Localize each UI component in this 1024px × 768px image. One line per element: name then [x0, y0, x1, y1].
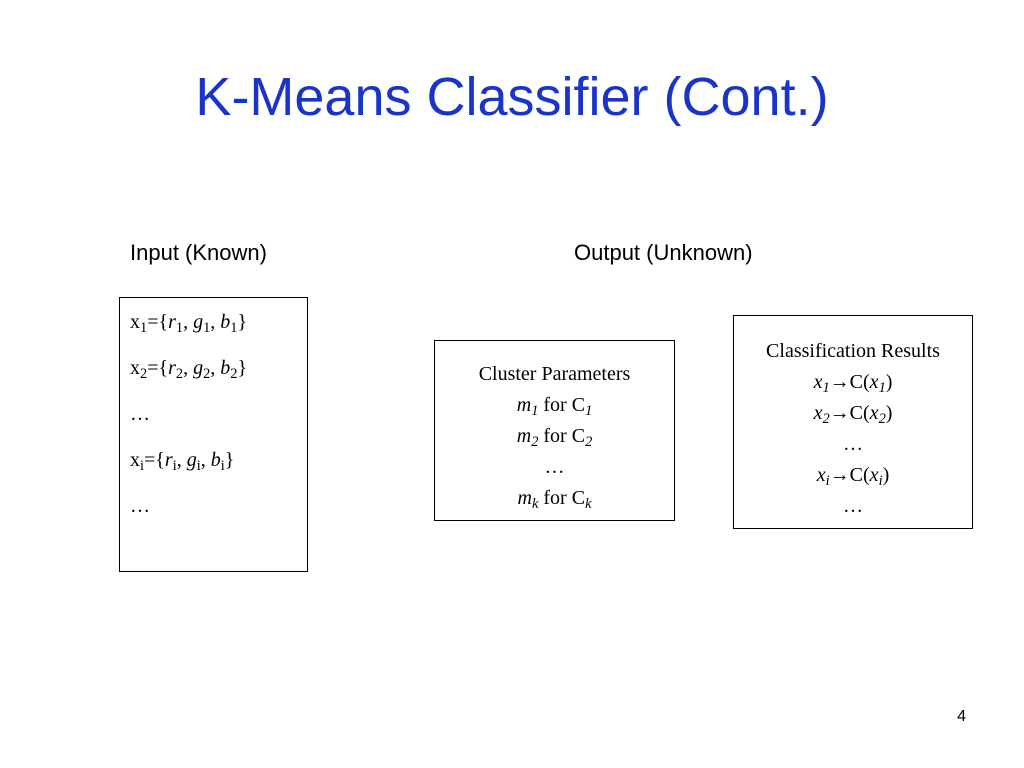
- classification-results-box: [733, 315, 973, 529]
- cluster-index: 1: [531, 403, 539, 420]
- sample-variable: x: [816, 464, 826, 486]
- input-variable: x: [130, 311, 140, 333]
- red-component: r: [164, 449, 173, 471]
- cluster-index: 2: [531, 434, 539, 451]
- for-word: for: [543, 425, 567, 447]
- red-component: r: [168, 311, 176, 333]
- sample-index: 1: [822, 380, 830, 397]
- cluster-parameter-line: [435, 452, 674, 483]
- cluster-parameter-line: [435, 483, 674, 514]
- input-index: 2: [230, 366, 238, 383]
- green-component: g: [193, 311, 204, 333]
- input-variable: x: [130, 357, 140, 379]
- classification-result-line: [734, 491, 972, 522]
- input-row: [130, 402, 307, 426]
- cluster-index: k: [532, 496, 539, 513]
- input-heading: Input (Known): [130, 240, 267, 265]
- ellipsis: …: [843, 495, 863, 517]
- ellipsis: …: [544, 456, 565, 478]
- cluster-parameters-box: [434, 340, 675, 521]
- classifier-function: C: [849, 464, 863, 486]
- input-row: $x_2=\{r_2$, $g_2$, $b_2$}: [130, 357, 248, 383]
- blue-component: b: [220, 311, 231, 333]
- classification-result-line: $x_i\to C(x_i)$: [816, 464, 890, 490]
- input-index: i: [220, 458, 225, 475]
- cluster-index: k: [585, 496, 592, 513]
- input-index: 2: [203, 366, 211, 383]
- classification-result-line: $x_1\to C(x_1)$: [813, 371, 893, 397]
- for-word: for: [543, 487, 567, 509]
- slide-title: K-Means Classifier (Cont.): [195, 67, 829, 127]
- input-index: 1: [230, 320, 238, 337]
- cluster-label: C: [571, 425, 586, 447]
- classification-results-list: [734, 367, 972, 522]
- sample-variable: x: [869, 402, 879, 424]
- sample-variable: x: [869, 464, 879, 486]
- input-index: 2: [175, 366, 184, 383]
- arrow-icon: →: [829, 402, 850, 424]
- input-row: $x_1=\{r_1$, $g_1$, $b_1$}: [130, 311, 248, 337]
- classification-results-title: Classification Results: [766, 340, 940, 362]
- green-component: g: [186, 449, 197, 471]
- classifier-function: C: [849, 402, 863, 424]
- sample-index: i: [878, 473, 883, 490]
- input-index: 1: [140, 320, 148, 337]
- cluster-mean: m: [516, 425, 532, 447]
- sample-variable: x: [813, 371, 823, 393]
- classifier-function: C: [849, 371, 863, 393]
- sample-variable: x: [869, 371, 879, 393]
- sample-index: 2: [878, 411, 886, 428]
- input-index: i: [172, 458, 177, 475]
- cluster-parameter-line: [435, 421, 674, 452]
- input-data-box: [119, 297, 308, 572]
- input-row: [130, 494, 307, 518]
- cluster-mean: m: [516, 394, 532, 416]
- input-row: $x_i=\{r_i$, $g_i$, $b_i$}: [130, 449, 235, 475]
- input-index: 2: [140, 366, 148, 383]
- input-index: i: [140, 458, 144, 475]
- cluster-label: C: [571, 487, 586, 509]
- input-index: 1: [203, 320, 211, 337]
- cluster-index: 2: [585, 434, 593, 451]
- cluster-label: C: [571, 394, 586, 416]
- page-number: 4: [957, 708, 966, 725]
- blue-component: b: [220, 357, 231, 379]
- cluster-parameters-list: [435, 390, 674, 514]
- cluster-parameters-title: Cluster Parameters: [478, 363, 631, 385]
- red-component: r: [168, 357, 176, 379]
- blue-component: b: [210, 449, 221, 471]
- cluster-parameter-line: [435, 390, 674, 421]
- cluster-mean: m: [517, 487, 532, 509]
- sample-index: 1: [878, 380, 886, 397]
- ellipsis: …: [843, 433, 863, 455]
- classification-result-line: [734, 429, 972, 460]
- sample-index: i: [825, 473, 830, 490]
- arrow-icon: →: [829, 464, 850, 486]
- green-component: g: [193, 357, 204, 379]
- cluster-index: 1: [585, 403, 593, 420]
- output-heading: Output (Unknown): [574, 240, 753, 265]
- sample-variable: x: [813, 402, 823, 424]
- arrow-icon: →: [829, 371, 850, 393]
- ellipsis: …: [130, 495, 150, 517]
- for-word: for: [543, 394, 567, 416]
- ellipsis: …: [130, 403, 150, 425]
- input-index: 1: [175, 320, 184, 337]
- input-variable: x: [130, 449, 140, 471]
- input-index: i: [196, 458, 201, 475]
- classification-result-line: $x_2\to C(x_2)$: [813, 402, 893, 428]
- sample-index: 2: [822, 411, 830, 428]
